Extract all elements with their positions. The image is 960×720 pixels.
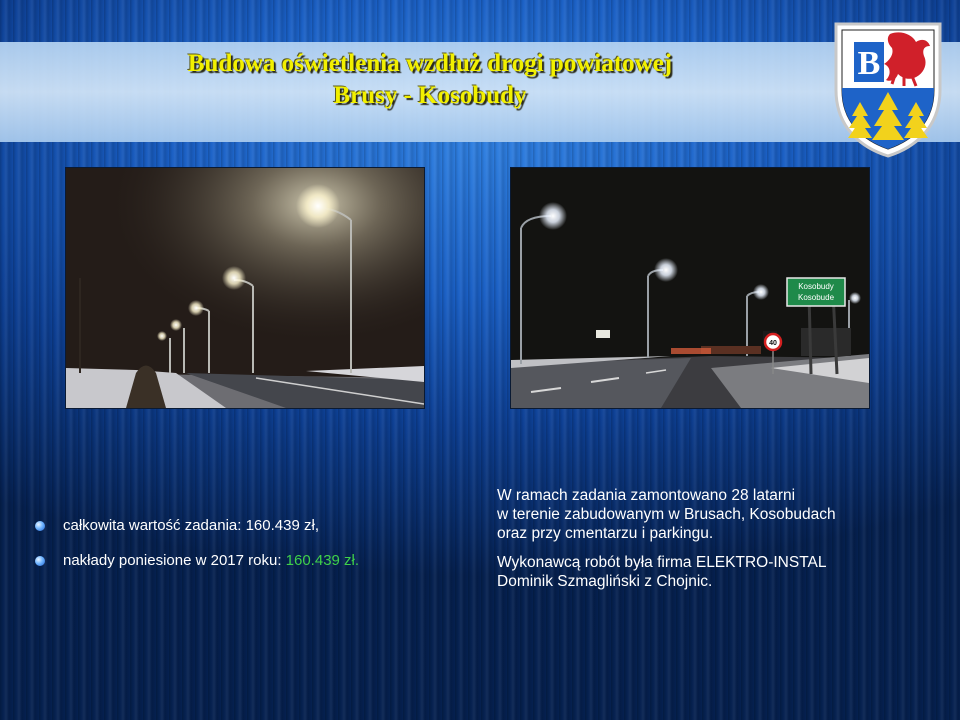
- photo-road-fog: [65, 167, 425, 409]
- description-line: W ramach zadania zamontowano 28 latarni: [497, 487, 796, 504]
- expenditure-label: nakłady poniesione w 2017 roku:: [63, 552, 282, 569]
- bullet-icon: [35, 521, 45, 531]
- town-sign-line2: Kosobude: [797, 293, 835, 302]
- bullet-icon: [35, 556, 45, 566]
- town-sign-line1: Kosobudy: [798, 282, 834, 291]
- expenditure-amount: 160.439 zł.: [285, 552, 360, 569]
- title-line-1: Budowa oświetlenia wzdłuż drogi powiatowej: [187, 50, 673, 77]
- description-paragraph-1: [497, 486, 937, 543]
- list-item: [33, 517, 463, 534]
- photo-road-kosobudy: [510, 167, 870, 409]
- cost-list: [33, 517, 463, 587]
- crest-letter: B: [857, 45, 881, 82]
- coat-of-arms: [830, 20, 946, 158]
- total-value-amount: 160.439 zł,: [245, 517, 319, 534]
- page-title: [0, 48, 860, 112]
- description-paragraph-2: [497, 553, 937, 591]
- description-line: w terenie zabudowanym w Brusach, Kosobudach: [497, 506, 836, 523]
- total-value-label: całkowita wartość zadania:: [63, 517, 242, 534]
- speed-limit-sign: 40: [769, 340, 777, 347]
- description-line: oraz przy cmentarzu i parkingu.: [497, 525, 714, 542]
- list-item: [33, 552, 463, 569]
- description-line: Wykonawcą robót była firma ELEKTRO-INSTAL: [497, 554, 827, 571]
- title-line-2: Brusy - Kosobudy: [333, 82, 527, 109]
- description-line: Dominik Szmagliński z Chojnic.: [497, 573, 713, 590]
- description-text: [497, 486, 937, 601]
